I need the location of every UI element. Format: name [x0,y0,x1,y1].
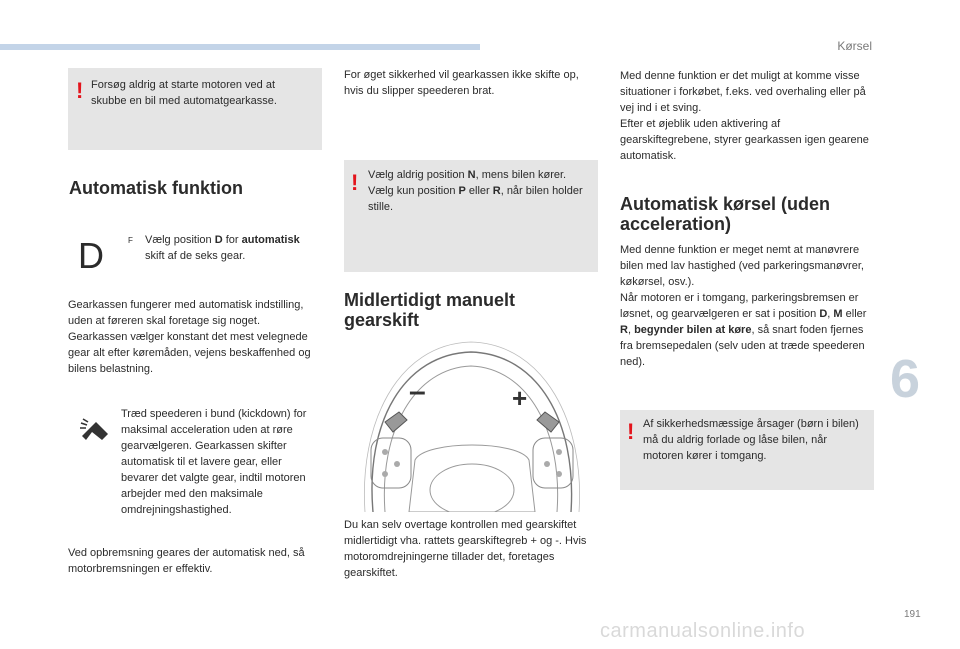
paddle-plus-label: + [512,383,528,413]
paragraph-braking: Ved opbremsning geares der automatisk ned, så motorbremsningen er effektiv. [68,547,305,575]
paragraph-creep: Med denne funktion er meget nemt at manøvrere bilen med lav hastighed (ved parkeringsmanøvrer, køkørsel, osv.). [620,244,864,288]
chapter-number: 6 [890,349,921,409]
warning-icon: ! [627,419,635,444]
warning-text-neutral: Vælg aldrig position N, mens bilen kører. Vælg kun position P eller R, når bilen holder stille. [368,169,583,213]
header-bar [0,44,480,50]
warning-text-start: Forsøg aldrig at starte motoren ved at skubbe en bil med automatgearkasse. [91,79,277,107]
page-number: 191 [904,609,921,620]
heading-manual: Midlertidigt manuelt gearskift [344,290,515,330]
d-position-symbol: D [78,235,104,276]
paragraph-safety: For øget sikkerhed vil gearkassen ikke skifte op, hvis du slipper speederen brat. [344,69,579,97]
warning-icon: ! [351,170,359,195]
warning-icon: ! [76,78,84,103]
paddle-minus-label: – [409,375,426,408]
section-title: Kørsel [837,39,872,53]
heading-automatic: Automatisk funktion [69,178,243,198]
watermark: carmanualsonline.info [600,620,806,642]
paragraph-automatic: Gearkassen fungerer med automatisk indstilling, uden at føreren skal foretage sig noget. Gearkassen vælger konstant det mest velegnede gear alt efter køremåden, vejens beskaffenhed og bilens belastning. [68,299,311,375]
paragraph-manual: Du kan selv overtage kontrollen med gearskiftet midlertidigt vha. rattets gearskiftegreb + og -. Hvis motoromdrejningerne tillader det, foretages gearskiftet. [344,519,587,579]
bullet-automatic: Vælg position D for automatisk skift af de seks gear. [145,234,300,262]
paragraph-function: Med denne funktion er det muligt at komme visse situationer i forkøbet, f.eks. ved overhaling eller på vej ind i et sving. [620,70,866,114]
warning-text-idle: Af sikkerhedsmæssige årsager (børn i bilen) må du aldrig forlade og låse bilen, når motoren kører i tomgang. [643,418,859,462]
kickdown-text: Træd speederen i bund (kickdown) for maksimal acceleration uden at røre gearvælgeren. Gearkassen skifter automatisk til et lavere gear, eller bevarer det valgte gear, indtil motoren arbejder med den maksimale omdrejningshastighed. [121,408,307,516]
bullet-icon: F [128,236,133,245]
paragraph-creep-conditions: Når motoren er i tomgang, parkeringsbremsen er løsnet, og gearvælgeren er sat i position D, M eller R, begynder bilen at køre, så snart foden fjernes fra bremsepedalen (selv uden at træde speederen ned). [620,292,867,368]
steering-wheel-illustration [345,340,599,512]
kickdown-pedal-icon [78,416,112,446]
heading-creep: Automatisk kørsel (uden acceleration) [620,194,831,234]
paragraph-return-auto: Efter et øjeblik uden aktivering af gearskiftegrebene, styrer gearkassen igen gearene automatisk. [620,118,869,162]
